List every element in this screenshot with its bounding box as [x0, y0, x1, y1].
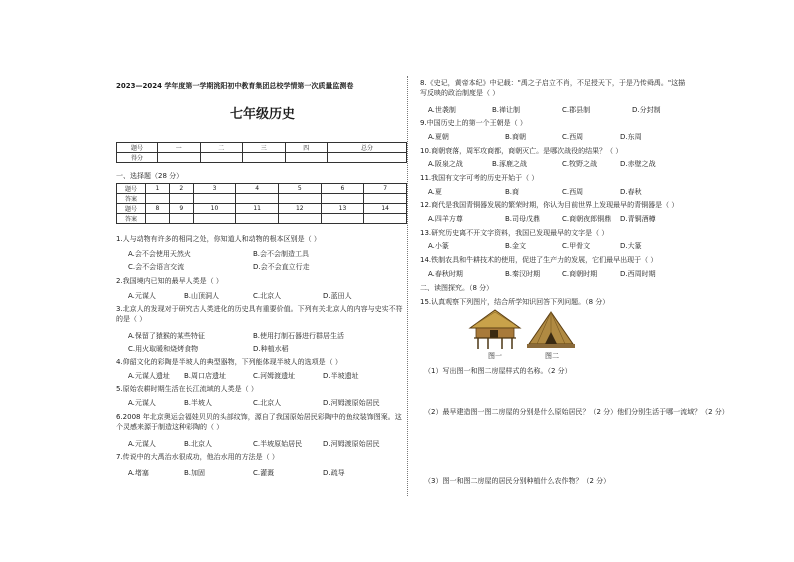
- option-9b[interactable]: B.商朝: [505, 133, 527, 141]
- option-12a[interactable]: A.四羊方尊: [428, 215, 463, 223]
- question-15-sub2: （2）最早建造图一图二房屋的分别是什么原始居民？（2 分）他们分别生活于哪一流域？（2 分）: [424, 408, 729, 416]
- answer-input-cell[interactable]: [364, 194, 407, 204]
- option-13d[interactable]: D.大篆: [620, 242, 642, 250]
- option-5c[interactable]: C.北京人: [253, 399, 282, 407]
- option-11a[interactable]: A.夏: [428, 188, 442, 196]
- question-15-sub3: （3）图一和图二房屋的居民分别种植什么农作物？（2 分）: [424, 477, 611, 485]
- answer-table-cell: 8: [146, 204, 170, 214]
- section1-title: 一、选择题（28 分）: [116, 172, 184, 180]
- question-7: 7.传说中的大禹治水很成功，他治水用的方法是（ ）: [116, 453, 279, 461]
- option-14b[interactable]: B.秦汉时期: [505, 270, 541, 278]
- option-2d[interactable]: D.蓝田人: [323, 292, 352, 300]
- answer-input-cell[interactable]: [169, 214, 193, 224]
- question-3: 3.北京人的发现对于研究古人类进化的历史具有重要价值。下列有关北京人的内容与史实不符的是（ ）: [116, 305, 403, 323]
- exam-title: 2023—2024 学年度第一学期洮阳初中教育集团总校学情第一次质量监测卷: [116, 82, 354, 90]
- question-5: 5.原始农耕时期生活在长江流域的人类是（ ）: [116, 385, 258, 393]
- option-14d[interactable]: D.西周时期: [620, 270, 656, 278]
- answer-input-cell[interactable]: [321, 194, 364, 204]
- figure-2-caption: 图二: [545, 352, 559, 360]
- option-4d[interactable]: D.半坡遗址: [323, 372, 359, 380]
- question-14: 14.铁制农具和牛耕技术的使用，促进了生产力的发展，它们最早出现于（ ）: [420, 256, 658, 264]
- column-divider: [407, 76, 408, 496]
- option-8a[interactable]: A.世袭制: [428, 106, 456, 114]
- score-input-cell[interactable]: [243, 153, 286, 163]
- answer-input-cell[interactable]: [146, 214, 170, 224]
- answer-input-cell[interactable]: [321, 214, 364, 224]
- option-11d[interactable]: D.春秋: [620, 188, 642, 196]
- score-table: [116, 142, 407, 163]
- option-2a[interactable]: A.元谋人: [128, 292, 156, 300]
- option-3b[interactable]: B.使用打制石器进行群居生活: [253, 332, 345, 340]
- answer-table-cell: 答案: [117, 194, 146, 204]
- answer-table-cell: 1: [146, 184, 170, 194]
- answer-table: [116, 183, 407, 224]
- question-13: 13.研究历史离不开文字资料，我国已发现最早的文字是（ ）: [420, 229, 609, 237]
- option-13a[interactable]: A.小篆: [428, 242, 449, 250]
- option-12d[interactable]: D.青铜酒樽: [620, 215, 656, 223]
- option-6b[interactable]: B.北京人: [184, 440, 213, 448]
- option-10a[interactable]: A.阪泉之战: [428, 160, 463, 168]
- option-7b[interactable]: B.加固: [184, 469, 206, 477]
- answer-table-cell: 13: [321, 204, 364, 214]
- option-2b[interactable]: B.山顶洞人: [184, 292, 220, 300]
- score-input-cell[interactable]: [200, 153, 243, 163]
- score-table-cell: 题号: [117, 143, 158, 153]
- answer-input-cell[interactable]: [278, 214, 321, 224]
- option-5b[interactable]: B.半坡人: [184, 399, 213, 407]
- option-8d[interactable]: D.分封制: [632, 106, 661, 114]
- option-6d[interactable]: D.河姆渡原始居民: [323, 440, 380, 448]
- answer-input-cell[interactable]: [146, 194, 170, 204]
- score-table-cell: 一: [158, 143, 201, 153]
- score-table-cell: 二: [200, 143, 243, 153]
- answer-table-cell: 3: [193, 184, 236, 194]
- answer-input-cell[interactable]: [236, 194, 279, 204]
- answer-table-cell: 答案: [117, 214, 146, 224]
- option-5d[interactable]: D.河姆渡原始居民: [323, 399, 380, 407]
- question-15-sub1: （1）写出图一和图二房屋样式的名称。（2 分）: [424, 367, 572, 375]
- option-6c[interactable]: C.半坡原始居民: [253, 440, 303, 448]
- answer-input-cell[interactable]: [169, 194, 193, 204]
- option-13b[interactable]: B.金文: [505, 242, 527, 250]
- answer-table-cell: 5: [278, 184, 321, 194]
- option-10d[interactable]: D.赤壁之战: [620, 160, 656, 168]
- option-4a[interactable]: A.元谋人遗址: [128, 372, 170, 380]
- question-11: 11.我国有文字可考的历史开始于（ ）: [420, 174, 539, 182]
- option-1d[interactable]: D.会不会直立行走: [253, 263, 310, 271]
- option-11c[interactable]: C.西周: [562, 188, 584, 196]
- option-12b[interactable]: B.司母戊鼎: [505, 215, 541, 223]
- score-input-cell[interactable]: [158, 153, 201, 163]
- option-8b[interactable]: B.禅让制: [492, 106, 521, 114]
- option-4b[interactable]: B.周口店遗址: [184, 372, 227, 380]
- question-2: 2.我国境内已知的最早人类是（ ）: [116, 277, 223, 285]
- option-8c[interactable]: C.郡县制: [562, 106, 591, 114]
- option-1b[interactable]: B.会不会制造工具: [253, 250, 310, 258]
- option-9c[interactable]: C.西周: [562, 133, 584, 141]
- figure-1-caption: 图一: [488, 352, 502, 360]
- option-7a[interactable]: A.堵塞: [128, 469, 149, 477]
- score-table-cell: 三: [243, 143, 286, 153]
- question-1: 1.人与动物有许多的相同之处，你知道人和动物的根本区别是（ ）: [116, 235, 321, 243]
- section2-title: 二、读图探究。（8 分）: [420, 284, 494, 292]
- score-input-cell[interactable]: [285, 153, 328, 163]
- option-9d[interactable]: D.东周: [620, 133, 642, 141]
- option-10b[interactable]: B.涿鹿之战: [492, 160, 528, 168]
- option-3d[interactable]: D.种植水稻: [253, 345, 289, 353]
- answer-table-cell: 7: [364, 184, 407, 194]
- question-10: 10.商朝衰落，周军攻商都，商朝灭亡。是哪次战役的结果？（ ）: [420, 147, 623, 155]
- option-12c[interactable]: C.商朝夜郎铜鼎: [562, 215, 612, 223]
- option-2c[interactable]: C.北京人: [253, 292, 282, 300]
- answer-table-cell: 4: [236, 184, 279, 194]
- answer-table-cell: 9: [169, 204, 193, 214]
- option-1a[interactable]: A.会不会使用天然火: [128, 250, 191, 258]
- option-4c[interactable]: C.河姆渡遗址: [253, 372, 296, 380]
- question-4: 4.仰韶文化的彩陶是半坡人的典型器物，下列能体现半坡人的选项是（ ）: [116, 358, 342, 366]
- semi-subterranean-house-image: [527, 310, 575, 350]
- option-3a[interactable]: A.保留了猿猴的某些特征: [128, 332, 205, 340]
- answer-input-cell[interactable]: [193, 214, 236, 224]
- option-14a[interactable]: A.春秋时期: [428, 270, 463, 278]
- subject-title: 七年级历史: [230, 107, 296, 122]
- score-table-cell: 四: [285, 143, 328, 153]
- question-9: 9.中国历史上的第一个王朝是（ ）: [420, 119, 527, 127]
- answer-table-cell: 6: [321, 184, 364, 194]
- question-15: 15.认真观察下列图片，结合所学知识回答下列问题。（8 分）: [420, 298, 610, 306]
- option-9a[interactable]: A.夏朝: [428, 133, 449, 141]
- score-table-cell: 总分: [328, 143, 407, 153]
- option-5a[interactable]: A.元谋人: [128, 399, 156, 407]
- option-13c[interactable]: C.甲骨文: [562, 242, 591, 250]
- score-input-cell[interactable]: [328, 153, 407, 163]
- stilt-house-image: [466, 308, 524, 350]
- answer-input-cell[interactable]: [236, 214, 279, 224]
- option-10c[interactable]: C.牧野之战: [562, 160, 598, 168]
- answer-input-cell[interactable]: [364, 214, 407, 224]
- option-11b[interactable]: B.商: [505, 188, 520, 196]
- score-table-cell: 得分: [117, 153, 158, 163]
- option-7c[interactable]: C.灌溉: [253, 469, 275, 477]
- option-3c[interactable]: C.用火取暖和烧烤食物: [128, 345, 199, 353]
- answer-input-cell[interactable]: [193, 194, 236, 204]
- answer-table-cell: 2: [169, 184, 193, 194]
- answer-input-cell[interactable]: [278, 194, 321, 204]
- option-6a[interactable]: A.元谋人: [128, 440, 156, 448]
- answer-table-cell: 题号: [117, 204, 146, 214]
- question-12: 12.商代是我国青铜器发展的繁荣时期，你认为目前世界上发现最早的青铜器是（ ）: [420, 201, 679, 209]
- answer-table-cell: 14: [364, 204, 407, 214]
- answer-table-cell: 10: [193, 204, 236, 214]
- option-14c[interactable]: C.商朝时期: [562, 270, 598, 278]
- option-7d[interactable]: D.疏导: [323, 469, 345, 477]
- answer-table-cell: 题号: [117, 184, 146, 194]
- question-8: 8.《史记，黄帝本纪》中记载："禹之子启立不肖，不足授天下，于是乃传舜禹。"这描写反映的政治制度是（ ）: [420, 79, 686, 97]
- answer-table-cell: 12: [278, 204, 321, 214]
- answer-table-cell: 11: [236, 204, 279, 214]
- question-6: 6.2008 年北京奥运会福娃贝贝的头部纹饰，源自了我国原始居民彩陶中的鱼纹装饰图案。这个灵感来源于制造这种彩陶的（ ）: [116, 413, 402, 431]
- option-1c[interactable]: C.会不会语言交流: [128, 263, 185, 271]
